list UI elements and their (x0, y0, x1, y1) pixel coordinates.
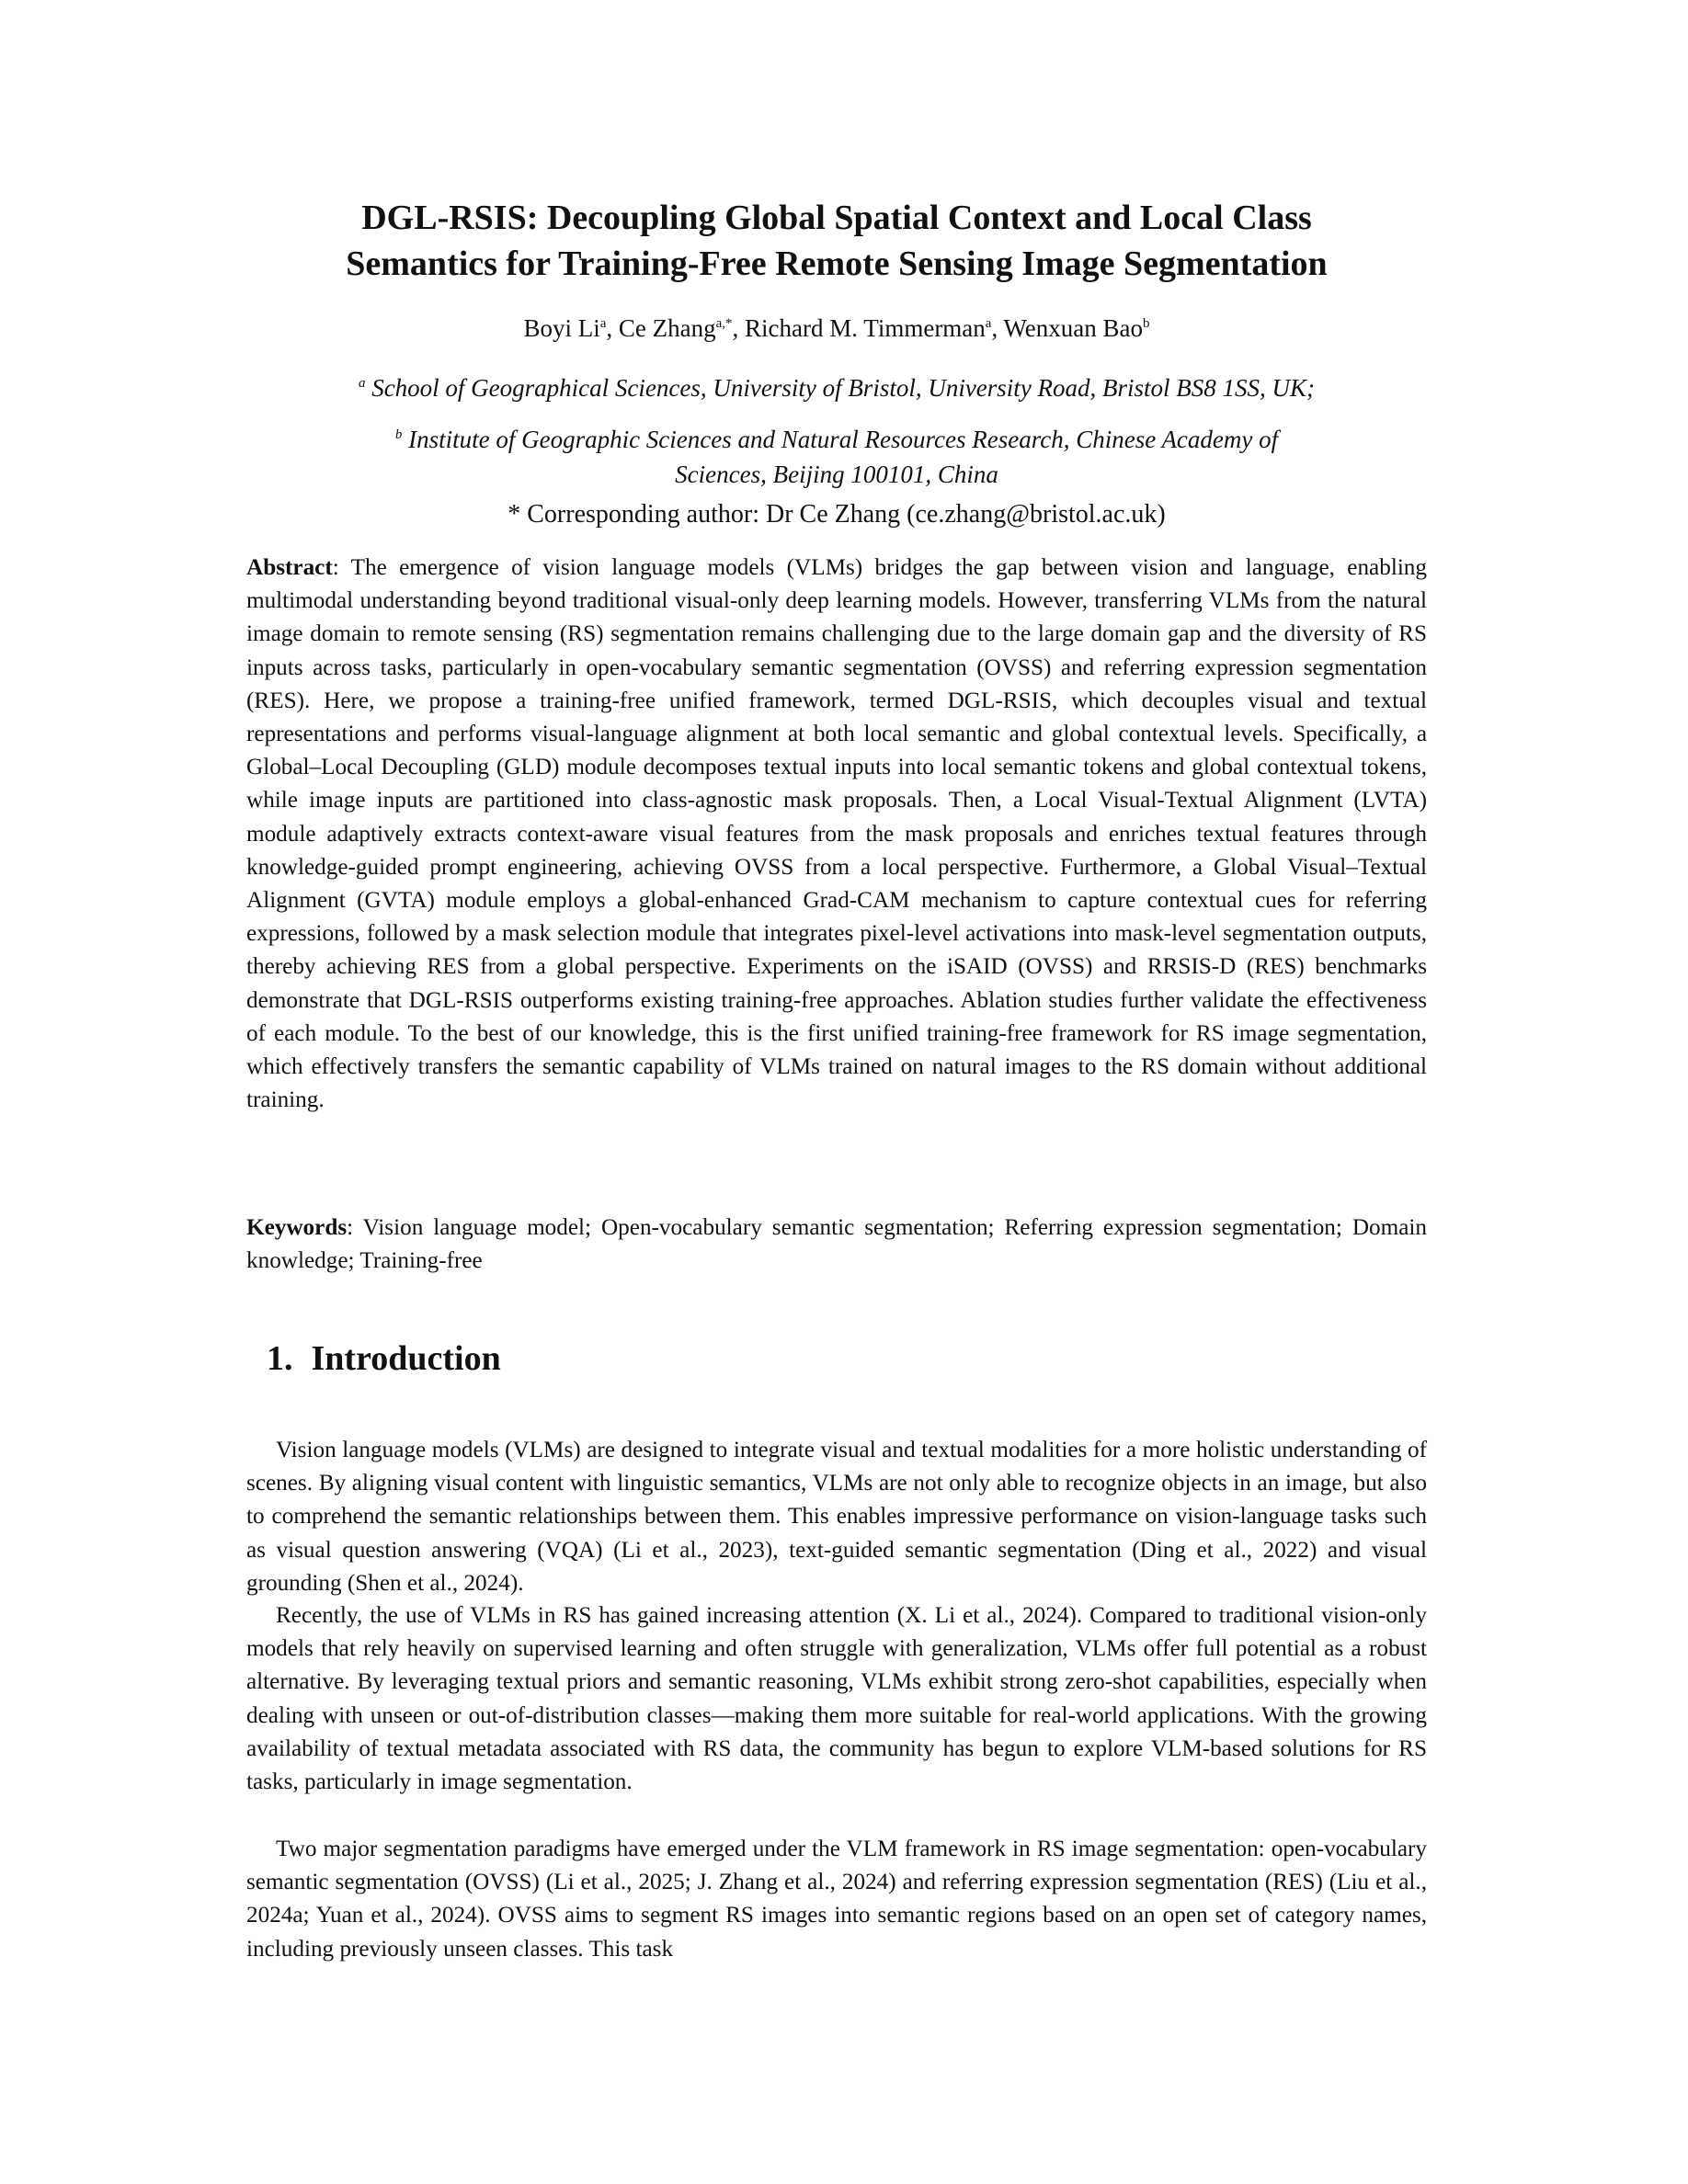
abstract (246, 552, 1427, 1117)
affiliation-mark: b (394, 427, 403, 442)
abstract-label: Abstract (246, 555, 333, 580)
intro-paragraph-2: Recently, the use of VLMs in RS has gained increasing attention (X. Li et al., 2024). Compared to traditional vision-only models that rely heavily on supervised learning and often struggle with generalization, VLMs offer full potential as a robust alternative. By leveraging textual priors and semantic reasoning, VLMs exhibit strong zero-shot capabilities, especially when dealing with unseen or out-of-distribution classes—making them more suitable for real-world applications. With the growing availability of textual metadata associated with RS data, the community has begun to explore VLM-based solutions for RS tasks, particularly in image segmentation. (246, 1603, 1427, 1795)
author-affiliation-mark: a (599, 316, 607, 331)
keywords-text: : Vision language model; Open-vocabulary semantic segmentation; Referring expression segmentation; Domain knowledge; Training-free (246, 1215, 1427, 1274)
author-name: Ce Zhang (618, 314, 716, 342)
intro-paragraph-3: Two major segmentation paradigms have emerged under the VLM framework in RS image segmentation: open-vocabulary semantic segmentation (OVSS) (Li et al., 2025; J. Zhang et al., 2024) and referring expression segmentation (RES) (Liu et al., 2024a; Yuan et al., 2024). OVSS aims to segment RS images into semantic regions based on an open set of category names, including previously unseen classes. This task (246, 1837, 1427, 1962)
author-list: Boyi Li$^a$, Ce Zhang$^{a,*}$, Richard M. Timmerman$^a$, Wenxuan Bao$^b$ (523, 314, 1150, 342)
section-heading-introduction (267, 1338, 519, 1379)
affiliation-b (246, 417, 1427, 492)
title-line-2: Semantics for Training-Free Remote Sensing Image Segmentation (346, 245, 1328, 283)
corresponding-author: * Corresponding author: Dr Ce Zhang (ce.zhang@bristol.ac.uk) (508, 500, 1166, 529)
author-name: Richard M. Timmerman (745, 314, 986, 342)
section-title: Introduction (311, 1339, 501, 1378)
affiliation-a (246, 366, 1427, 405)
author-affiliation-mark: b (1143, 316, 1150, 331)
intro-paragraph-1: Vision language models (VLMs) are designed to integrate visual and textual modalities for a more holistic understanding of scenes. By aligning visual content with linguistic semantics, VLMs are not only able to recognize objects in an image, but also to comprehend the semantic relationships between them. This enables impressive performance on vision-language tasks such as visual question answering (VQA) (Li et al., 2023), text-guided semantic segmentation (Ding et al., 2022) and visual grounding (Shen et al., 2024). (246, 1438, 1427, 1596)
author-name: Wenxuan Bao (1003, 314, 1144, 342)
title-line-1: DGL-RSIS: Decoupling Global Spatial Context and Local Class (361, 199, 1312, 237)
affiliation-text: Institute of Geographic Sciences and Natural Resources Research, Chinese Academy of (408, 426, 1279, 453)
keywords (246, 1211, 1427, 1278)
keywords-label: Keywords (246, 1215, 348, 1240)
affiliation-text-cont: Sciences, Beijing 100101, China (675, 461, 998, 488)
section-number: 1. (267, 1339, 293, 1378)
author-affiliation-mark: a,* (715, 316, 733, 331)
affiliation-text: School of Geographical Sciences, University of Bristol, University Road, Bristol BS8 1SS, UK; (371, 374, 1316, 402)
author-name: Boyi Li (523, 314, 600, 342)
paper-title (246, 195, 1427, 287)
affiliation-mark: a (358, 376, 366, 391)
author-affiliation-mark: a (985, 316, 992, 331)
abstract-text: : The emergence of vision language models (VLMs) bridges the gap between vision and language, enabling multimodal understanding beyond traditional visual-only deep learning models. However, transferring VLMs from the natural image domain to remote sensing (RS) segmentation remains challenging due to the large domain gap and the diversity of RS inputs across tasks, particularly in open-vocabulary semantic segmentation (OVSS) and referring expression segmentation (RES). Here, we propose a training-free unified framework, termed DGL-RSIS, which decouples visual and textual representations and performs visual-language alignment at both local semantic and global contextual levels. Specifically, a Global–Local Decoupling (GLD) module decomposes textual inputs into local semantic tokens and global contextual tokens, while image inputs are partitioned into class-agnostic mask proposals. Then, a Local Visual-Textual Alignment (LVTA) module adaptively extracts context-aware visual features from the mask proposals and enriches textual features through knowledge-guided prompt engineering, achieving OVSS from a local perspective. Furthermore, a Global Visual–Textual Alignment (GVTA) module employs a global-enhanced Grad-CAM mechanism to capture contextual cues for referring expressions, followed by a mask selection module that integrates pixel-level activations into mask-level segmentation outputs, thereby achieving RES from a global perspective. Experiments on the iSAID (OVSS) and RRSIS-D (RES) benchmarks demonstrate that DGL-RSIS outperforms existing training-free approaches. Ablation studies further validate the effectiveness of each module. To the best of our knowledge, this is the first unified training-free framework for RS image segmentation, which effectively transfers the semantic capability of VLMs trained on natural images to the RS domain without additional training. (246, 555, 1427, 1113)
